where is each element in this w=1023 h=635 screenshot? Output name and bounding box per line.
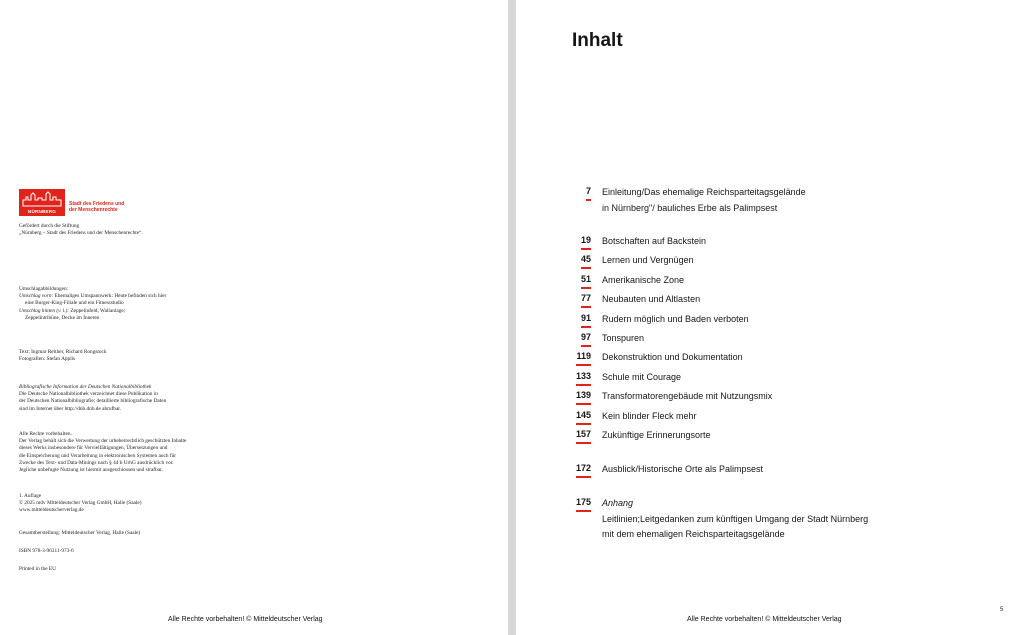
bibliographic-info [19, 384, 279, 413]
toc-title [602, 409, 992, 425]
credit-line: Text: Ingmar Reither, Richard Rongstock [19, 349, 107, 355]
toc-title-line: Neubauten und Altlasten [602, 294, 701, 304]
right-footer: Alle Rechte vorbehalten! © Mitteldeutscher Verlag [687, 616, 842, 623]
toc-page-number: 45 [580, 254, 591, 264]
toc-title [602, 428, 992, 444]
logo-wordmark: NÜRNBERG [27, 209, 57, 214]
toc-title [602, 234, 992, 250]
rights-line: Jegliche unbefugte Nutzung ist hiermit ausgeschlossen und strafbar. [19, 467, 163, 474]
toc-title [602, 185, 992, 216]
toc-page-number: 51 [580, 274, 591, 284]
toc-title-line: Kein blinder Fleck mehr [602, 411, 697, 421]
toc-title [602, 292, 992, 308]
cover-back-label: Umschlag hinten (v. l.): [19, 307, 70, 314]
toc-title [602, 273, 992, 289]
funding-line: Gefördert durch die Stiftung [19, 223, 80, 229]
toc-page-number: 157 [575, 429, 591, 439]
toc-title-line: Rudern möglich und Baden verboten [602, 314, 749, 324]
toc-page-number: 145 [575, 410, 591, 420]
biblio-line: sind im Internet über http://dnb.dnb.de abrufbar. [19, 405, 122, 412]
toc-title-line: Botschaften auf Backstein [602, 236, 707, 246]
toc-title-line: Einleitung/Das ehemalige Reichsparteitagsgelände [602, 187, 806, 197]
cover-front-text: Ehemaliges Umspannwerk: Heute befinden sich hier [54, 293, 167, 300]
rights-line: Alle Rechte vorbehalten. [19, 431, 72, 437]
toc-title-line: Amerikanische Zone [602, 275, 685, 285]
city-logo [19, 189, 124, 216]
production-line: Gesamtherstellung: Mitteldeutscher Verlag, Halle (Saale) [19, 530, 141, 536]
toc-title [602, 312, 992, 328]
isbn [19, 548, 279, 555]
cover-back-text: Zeppelinfeld, Wallanlage; [70, 307, 126, 314]
toc-page-number: 97 [580, 332, 591, 342]
toc-title-line: Ausblick/Historische Orte als Palimpsest [602, 464, 764, 474]
printed-in [19, 566, 279, 573]
toc-page-number: 91 [580, 313, 591, 323]
funding-note [19, 223, 279, 237]
cover-credits [19, 286, 279, 322]
toc-title [602, 389, 992, 405]
biblio-heading [19, 384, 279, 391]
toc-page-number: 175 [575, 497, 591, 507]
logo-caption-line: der Menschenrechte [69, 207, 118, 213]
toc-title-line: mit dem ehemaligen Reichsparteitagsgelände [602, 529, 785, 540]
toc-page-number: 133 [575, 371, 591, 381]
edition-info [19, 493, 279, 515]
logo-caption-line: Stadt des Friedens und [69, 201, 125, 207]
logo-caption [69, 201, 124, 213]
toc-title [602, 370, 992, 386]
biblio-line: Die Deutsche Nationalbibliothek verzeichnet diese Publikation in [19, 391, 158, 398]
production-info [19, 530, 279, 537]
rights-line: Der Verlag behält sich die Verwertung der urheberrechtlich geschützten Inhalte [19, 438, 187, 445]
toc-title [602, 331, 992, 347]
edition-line: 1. Auflage [19, 493, 42, 499]
page-number: 5 [1000, 607, 1004, 613]
toc-title-line: Leitlinien;Leitgedanken zum künftigen Umgang der Stadt Nürnberg [602, 513, 869, 524]
nuernberg-logo-box [19, 189, 65, 216]
cover-back [19, 308, 279, 315]
toc-title [602, 462, 992, 478]
rights-notice [19, 431, 279, 474]
isbn-line: ISBN 978-3-96311-973-6 [19, 548, 74, 554]
toc-page-number: 19 [580, 235, 591, 245]
edition-line: © 2025 mdv Mitteldeutscher Verlag GmbH, Halle (Saale) [19, 500, 142, 507]
page-gutter [508, 0, 516, 635]
rights-line: Zwecke des Text- und Data-Minings nach § 44 b UrhG ausdrücklich vor. [19, 459, 174, 466]
rights-line: die Einspeicherung und Verarbeitung in elektronischen Systemen auch für [19, 452, 176, 459]
imprint-page [0, 0, 508, 635]
cover-front-label: Umschlag vorn: [19, 293, 54, 300]
toc-title-line: Transformatorengebäude mit Nutzungsmix [602, 391, 773, 401]
table-of-contents [516, 0, 1023, 600]
rights-line: dieses Werks insbesondere für Vervielfältigungen, Übersetzungen und [19, 445, 168, 452]
cover-front-text-2: eine Burger-King-Filiale und ein Fitnessstudio [25, 300, 124, 307]
toc-title-line: Lernen und Vergnügen [602, 255, 694, 265]
page-title: Inhalt [572, 30, 623, 51]
toc-page-number: 7 [585, 186, 591, 196]
biblio-heading-text: Bibliografische Information der Deutschen Nationalbibliothek [19, 384, 152, 390]
printed-line: Printed in the EU [19, 566, 56, 572]
toc-page-number: 77 [580, 293, 591, 303]
author-credits [19, 349, 279, 363]
credit-line: Fotografien: Stefan Applis [19, 356, 76, 363]
toc-title-line: Dekonstruktion und Dokumentation [602, 352, 743, 362]
toc-title-line: Zukünftige Erinnerungsorte [602, 430, 711, 440]
cover-heading: Umschlagabbildungen: [19, 286, 69, 292]
toc-title [602, 496, 992, 543]
toc-page-number: 119 [576, 351, 591, 361]
toc-title [602, 253, 992, 269]
biblio-line: der Deutschen Nationalbibliografie; detaillierte bibliografische Daten [19, 398, 167, 405]
toc-title-line: Schule mit Courage [602, 372, 682, 382]
contents-page [516, 0, 1023, 635]
toc-section-label: Anhang [602, 498, 634, 508]
publisher-website: www.mitteldeutscherverlag.de [19, 507, 84, 514]
toc-title [602, 350, 992, 366]
cover-back-text-2: Zeppelintribüne, Decke im Inneren [25, 314, 100, 321]
cover-front [19, 293, 279, 300]
funding-line: „Nürnberg – Stadt des Friedens und der Menschenrechte“. [19, 230, 143, 237]
toc-title-line: in Nürnberg"/ bauliches Erbe als Palimpsest [602, 202, 778, 213]
toc-page-number: 139 [575, 390, 591, 400]
toc-title-line: Tonspuren [602, 333, 645, 343]
toc-page-number: 172 [575, 463, 591, 473]
left-footer: Alle Rechte vorbehalten! © Mitteldeutscher Verlag [168, 616, 323, 623]
